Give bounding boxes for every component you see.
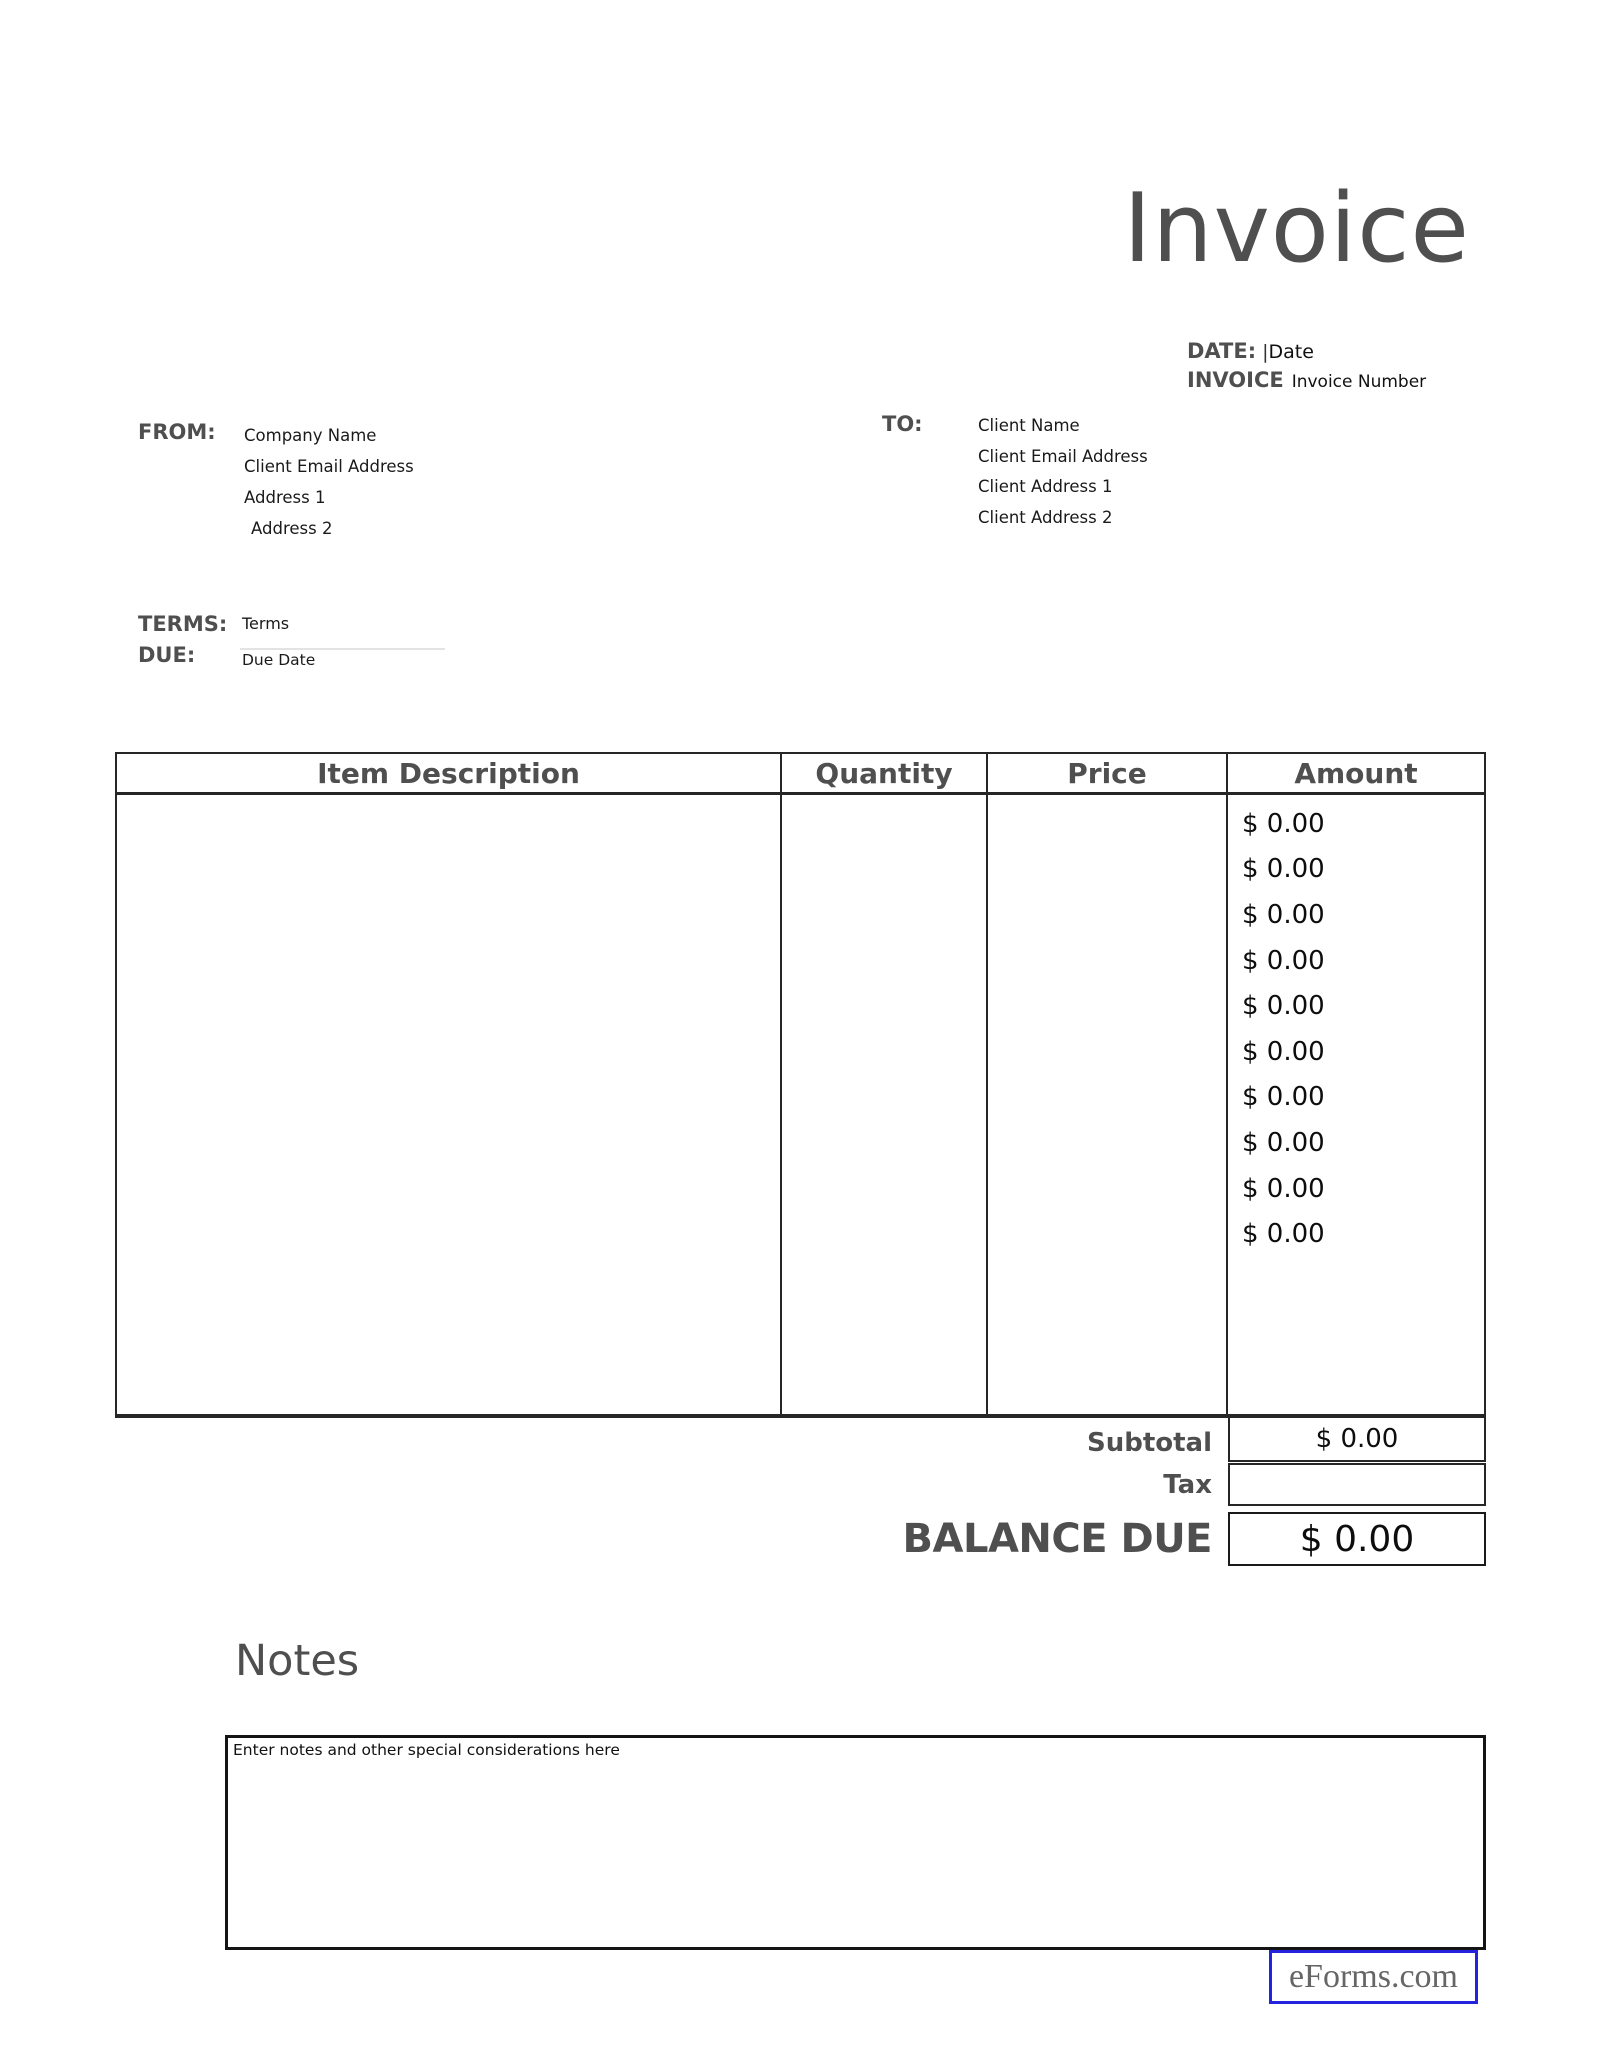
client-email-field[interactable]: Client Email Address <box>978 446 1148 466</box>
company-name-field[interactable]: Company Name <box>244 426 377 445</box>
due-date-field[interactable]: Due Date <box>242 651 316 669</box>
notes-placeholder: Enter notes and other special considerations here <box>233 1741 620 1759</box>
company-email-field[interactable]: Client Email Address <box>244 457 414 476</box>
invoice-number-label: INVOICE <box>1187 368 1284 392</box>
from-block <box>244 420 414 544</box>
subtotal-label: Subtotal <box>1086 1428 1212 1458</box>
tax-label: Tax <box>1163 1470 1212 1500</box>
quantity-column[interactable] <box>782 795 988 1414</box>
client-address2-field[interactable]: Client Address 2 <box>978 507 1113 527</box>
notes-heading: Notes <box>235 1636 360 1686</box>
balance-due-label: BALANCE DUE <box>902 1516 1212 1562</box>
date-label: DATE: <box>1187 339 1257 363</box>
client-address1-field[interactable]: Client Address 1 <box>978 477 1113 496</box>
amount-row-value[interactable]: $ 0.00 <box>1242 854 1325 885</box>
due-label: DUE: <box>138 643 196 667</box>
to-label: TO: <box>882 412 923 436</box>
eforms-logo-link[interactable] <box>1269 1950 1478 2004</box>
terms-field[interactable]: Terms <box>242 614 290 633</box>
invoice-title: Invoice <box>1123 174 1470 284</box>
notes-textarea[interactable] <box>225 1735 1486 1950</box>
date-row <box>1187 337 1426 366</box>
to-block <box>978 411 1148 533</box>
company-address2-field[interactable]: Address 2 <box>251 519 333 538</box>
tax-value-box[interactable] <box>1228 1463 1486 1506</box>
header-quantity: Quantity <box>782 754 988 792</box>
amount-row-value[interactable]: $ 0.00 <box>1242 1127 1325 1158</box>
header-amount: Amount <box>1294 756 1418 790</box>
terms-underline <box>240 648 445 650</box>
balance-due-value-box[interactable] <box>1228 1512 1486 1566</box>
amount-column <box>1228 795 1484 1414</box>
date-field[interactable]: Date <box>1268 341 1314 363</box>
items-table <box>115 752 1486 1418</box>
amount-row-value[interactable]: $ 0.00 <box>1242 1036 1325 1067</box>
amount-row-value[interactable]: $ 0.00 <box>1242 945 1325 976</box>
amount-row-value[interactable]: $ 0.00 <box>1242 991 1325 1022</box>
items-table-body <box>117 795 1484 1414</box>
client-name-field[interactable]: Client Name <box>978 416 1080 435</box>
eforms-logo-text: eForms.com <box>1288 1958 1459 1995</box>
amount-row-value[interactable]: $ 0.00 <box>1242 1173 1325 1204</box>
amount-row-value[interactable]: $ 0.00 <box>1242 1082 1325 1113</box>
price-column[interactable] <box>988 795 1228 1414</box>
amount-row-value[interactable]: $ 0.00 <box>1242 1219 1325 1250</box>
item-description-column[interactable] <box>117 795 782 1414</box>
balance-due-value: $ 0.00 <box>1299 1518 1415 1560</box>
invoice-meta <box>1187 337 1426 395</box>
terms-label: TERMS: <box>138 612 228 636</box>
company-address1-field[interactable]: Address 1 <box>244 488 326 507</box>
from-label: FROM: <box>138 420 216 444</box>
subtotal-value-box[interactable] <box>1228 1418 1486 1462</box>
header-item-description: Item Description <box>117 754 782 792</box>
header-price: Price <box>988 754 1228 792</box>
invoice-number-field[interactable]: Invoice Number <box>1291 372 1427 392</box>
amount-row-value[interactable]: $ 0.00 <box>1242 899 1325 930</box>
date-cursor: | <box>1262 341 1269 363</box>
subtotal-value: $ 0.00 <box>1315 1424 1399 1454</box>
items-table-header <box>117 754 1484 795</box>
invoice-number-row <box>1187 366 1426 395</box>
amount-row-value[interactable]: $ 0.00 <box>1242 808 1325 839</box>
